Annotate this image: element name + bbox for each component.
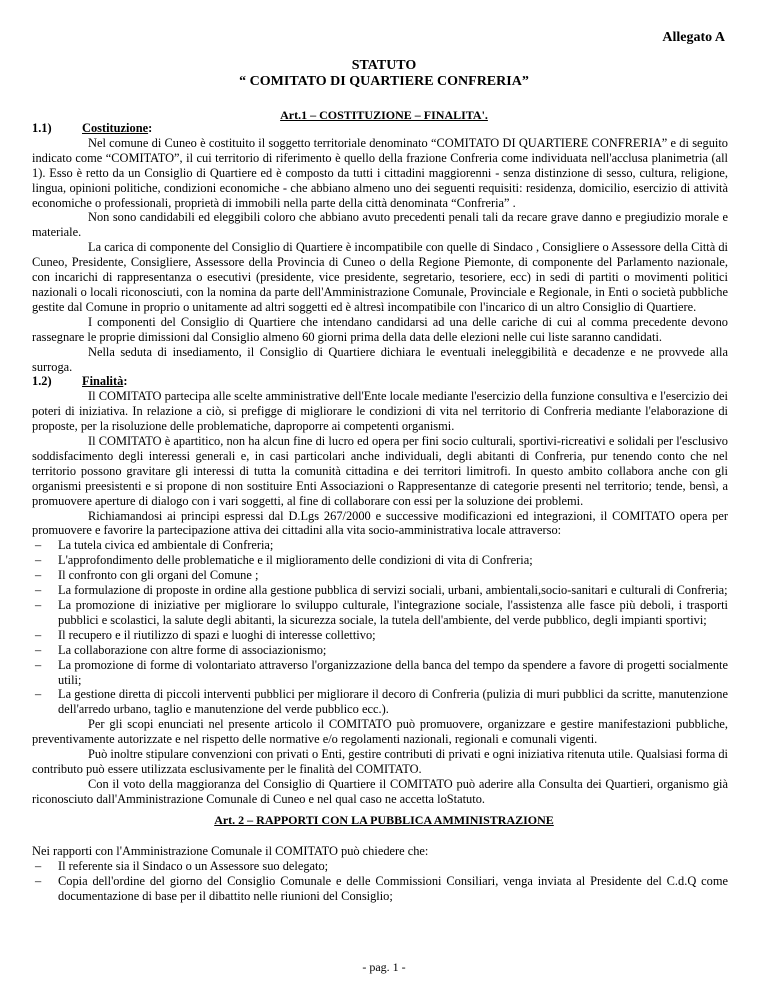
aims-list [32, 538, 728, 717]
section-label: Costituzione [82, 121, 149, 135]
paragraph: Con il voto della maggioranza del Consiglio di Quartiere il COMITATO può aderire alla Consulta dei Quartieri, organismo già riconosciuto dall'Amministrazione Comunale di Cuneo e nel qual caso ne accetta loStatuto. [32, 776, 728, 806]
section-number: 1.2) [32, 374, 52, 389]
list-item: – La formulazione di proposte in ordine alla gestione pubblica di servizi sociali, urbani, ambientali,socio-sanitari e culturali di Confreria; [58, 583, 728, 598]
paragraph: Per gli scopi enunciati nel presente articolo il COMITATO può promuovere, organizzare e gestire manifestazioni pubbliche, preventivamente autorizzate e nel rispetto delle normative e/o regolamenti nazionali, regionali e comunali vigenti. [32, 717, 728, 747]
document-subtitle: “ COMITATO DI QUARTIERE CONFRERIA” [239, 74, 529, 89]
paragraph: Il COMITATO partecipa alle scelte amministrative dell'Ente locale mediante l'esercizio della funzione consultiva e l'esercizio dei poteri di iniziativa. In relazione a ciò, si prefigge di migliorare le condizioni di vita nel territorio di Confreria mediante l'elaborazione di proposte, per la risoluzione delle problematiche, daproporre ai competenti organismi. [32, 389, 728, 434]
list-item: – L'approfondimento delle problematiche e il miglioramento delle condizioni di vita di Confreria; [58, 553, 728, 568]
section-label: Finalità [82, 374, 124, 389]
section-1-2-heading: 1.2) Finalità: [32, 374, 128, 389]
paragraph: Richiamandosi ai principi espressi dal D.Lgs 267/2000 e successive modificazioni ed integrazioni, il COMITATO opera per promuovere e favorire la partecipazione attiva dei cittadini alla vita socio-amministrativa locale attraverso: [32, 508, 728, 538]
art2-heading: Art. 2 – RAPPORTI CON LA PUBBLICA AMMINISTRAZIONE [214, 813, 554, 827]
relations-list [32, 859, 728, 904]
section-number: 1.1) [32, 121, 52, 135]
art1-heading: Art.1 – COSTITUZIONE – FINALITA'. [280, 108, 488, 122]
paragraph: La carica di componente del Consiglio di Quartiere è incompatibile con quelle di Sindaco , Consigliere o Assessore della Città di Cuneo, Presidente, Consigliere, Assessore della Provincia di Cuneo o della Regione Piemonte, di componente del Parlamento nazionale, con incarichi di rappresentanza o esecutivi (presidente, vice presidente, segretario, tesoriere, ecc) in sedi di partiti o movimenti politici nazionali o locali riconosciuti, con la nomina da parte dell'Amministrazione Comunale, Provinciale e Regionale, in Enti o società pubbliche gestite dal Comune in proprio o unitamente ad altri soggetti ed è altresì incompatibile con l'incarico di un altro Consiglio di Quartiere. [32, 240, 728, 314]
paragraph: Il COMITATO è apartitico, non ha alcun fine di lucro ed opera per fini socio culturali, sportivi-ricreativi e solidali per l'esclusivo soddisfacimento degli interessi generali e, in casi particolari anche individuali, degli abitanti di Confreria, pur tenendo conto che nel territorio possono gravitare gli interessi di tutta la comunità cittadina e dei territori limitrofi. In questo ambito collabora anche con gli organismi preesistenti e si propone di non sostituire Enti Associazioni o Rappresentanze di categorie presenti nel territorio; tende, bensì, a promuovere aperture di dialogo con i vari soggetti, al fine di collaborare con essi per la soluzione dei problemi. [32, 434, 728, 508]
paragraph: Non sono candidabili ed eleggibili coloro che abbiano avuto precedenti penali tali da recare grave danno e pregiudizio morale e materiale. [32, 210, 728, 240]
list-item: – La promozione di iniziative per migliorare lo sviluppo culturale, l'integrazione sociale, l'assistenza alle fasce più deboli, i trasporti pubblici e scolastici, la salute degli abitanti, la sicurezza sociale, la tutela dell'ambiente, del verde pubblico, degli impianti sportivi; [58, 598, 728, 628]
list-item: – La gestione diretta di piccoli interventi pubblici per migliorare il decoro di Confreria (pulizia di muri pubblici da scritte, manutenzione dell'arredo urbano, taglio e manutenzione del verde pubblico ecc.). [58, 687, 728, 717]
art2-body [32, 844, 728, 904]
art1-body [32, 121, 728, 807]
document-title: STATUTO [351, 58, 417, 73]
page-number: - pag. 1 - [362, 960, 406, 974]
paragraph: Può inoltre stipulare convenzioni con privati o Enti, gestire contributi di privati e ogni iniziativa ritenuta utile. Qualsiasi forma di contributo può essere utilizzata esclusivamente per le finalità del COMITATO. [32, 747, 728, 776]
list-item: – Copia dell'ordine del giorno del Consiglio Comunale e delle Commissioni Consiliari, venga inviata al Presidente del C.d.Q come documentazione di base per il dibattito nelle riunioni del Consiglio; [58, 874, 728, 904]
section-1-1-heading: 1.1) Costituzione: [32, 121, 153, 135]
paragraph: Nella seduta di insediamento, il Consiglio di Quartiere dichiara le eventuali ineleggibilità e decadenze e ne provvede alla surroga. [32, 344, 728, 374]
list-item: – Il referente sia il Sindaco o un Assessore suo delegato; [58, 859, 728, 874]
list-item: – Il confronto con gli organi del Comune ; [58, 568, 728, 583]
annex-label: Allegato A [662, 30, 725, 45]
list-item: – Il recupero e il riutilizzo di spazi e luoghi di interesse collettivo; [58, 628, 728, 643]
list-item: – La tutela civica ed ambientale di Confreria; [58, 538, 728, 553]
paragraph: Nel comune di Cuneo è costituito il soggetto territoriale denominato “COMITATO DI QUARTIERE CONFRERIA” e di seguito indicato come “COMITATO”, il cui territorio di riferimento è quello della frazione Confreria come individuata nell'acclusa planimetria (all 1). Esso è retto da un Consiglio di Quartiere ed è composto da tutti i cittadini maggiorenni - senza distinzione di sesso, cultura, religione, lingua, opinioni politiche, condizioni economiche - che abbiano almeno uno dei seguenti requisiti: residenza, domicilio, esercizio di attività economiche o professionali, proprietà di immobili nella parte della città denominata “Confreria” . [32, 135, 728, 210]
list-item: – La collaborazione con altre forme di associazionismo; [58, 643, 728, 658]
paragraph: I componenti del Consiglio di Quartiere che intendano candidarsi ad una delle cariche di cui al comma precedente devono rassegnare le proprie dimissioni dal Consiglio almeno 60 giorni prima della data delle elezioni nelle cui liste saranno candidati. [32, 314, 728, 344]
list-item: – La promozione di forme di volontariato attraverso l'organizzazione della banca del tempo da spendere a favore di progetti socialmente utili; [58, 658, 728, 688]
paragraph: Nei rapporti con l'Amministrazione Comunale il COMITATO può chiedere che: [32, 844, 429, 858]
